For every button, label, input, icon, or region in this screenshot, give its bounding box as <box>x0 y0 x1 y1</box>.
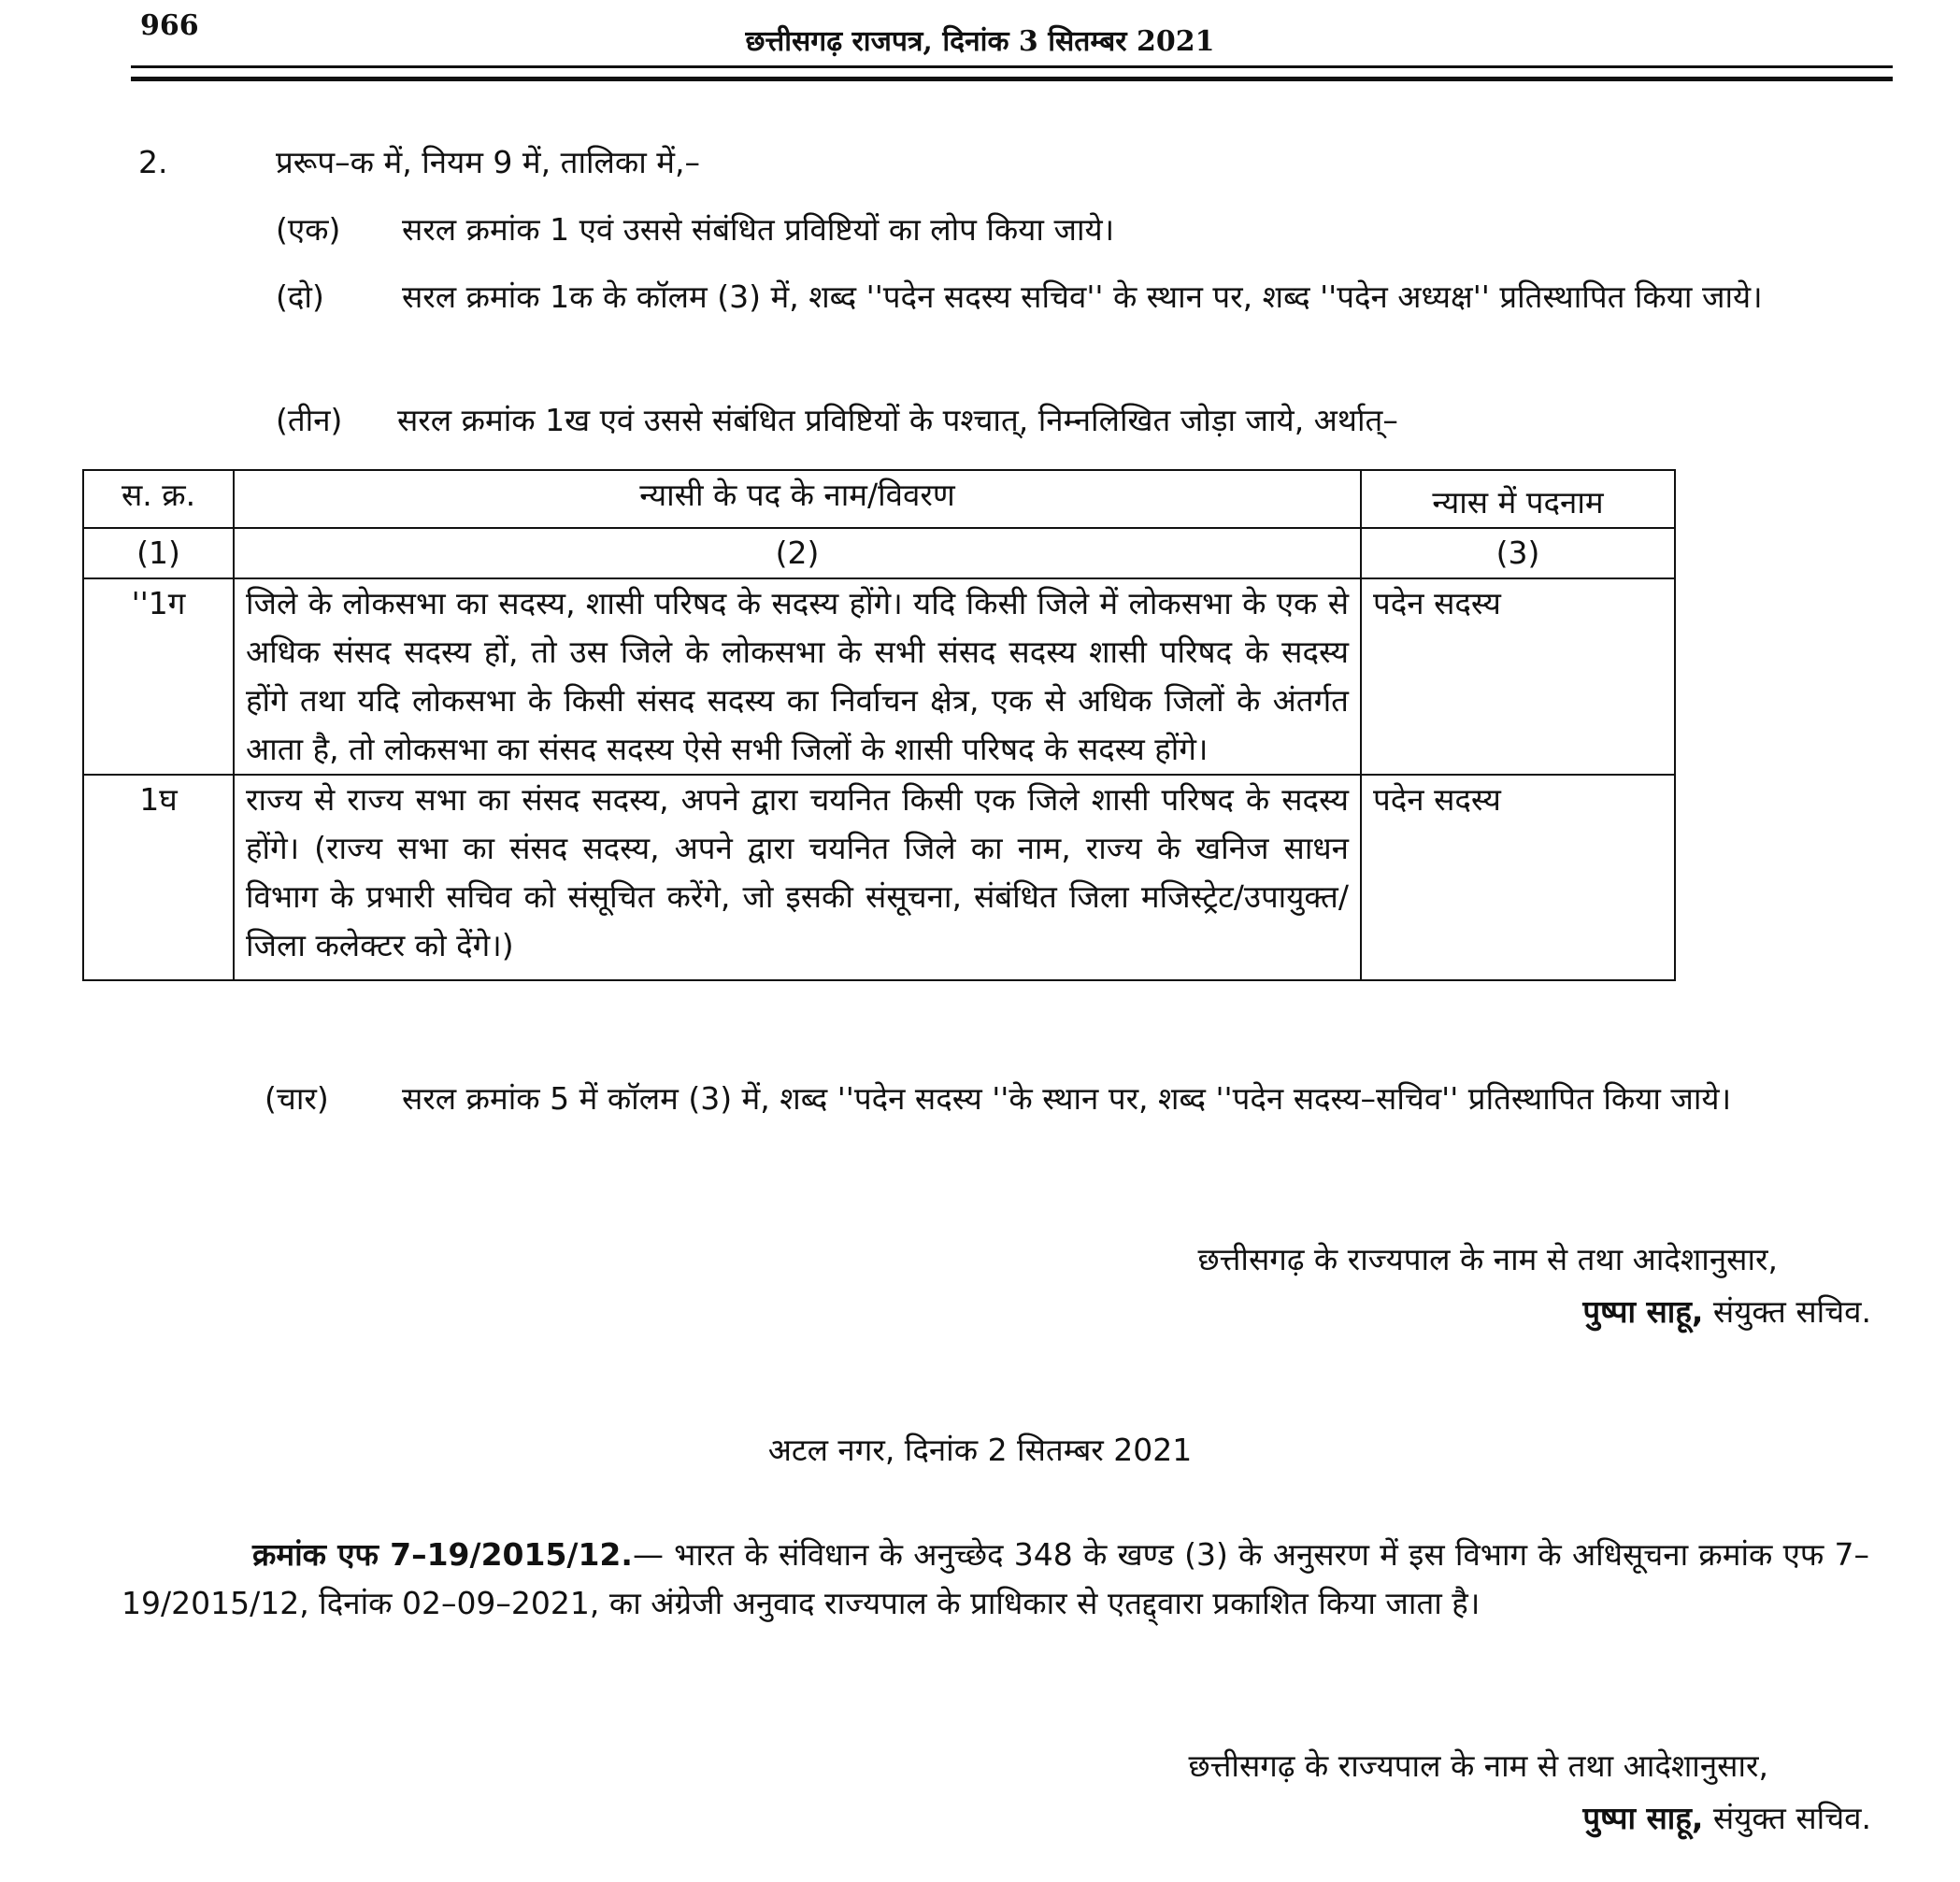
signature-block <box>1188 1740 1871 1845</box>
table-colnum-row <box>83 528 1675 578</box>
colnum-3: (3) <box>1361 528 1675 578</box>
item-label: (चार) <box>265 1080 329 1117</box>
item-label: (दो) <box>276 278 324 315</box>
colnum-2: (2) <box>234 528 1361 578</box>
table-header-row <box>83 470 1675 528</box>
item-label: (तीन) <box>276 402 343 438</box>
row-description: राज्य से राज्य सभा का संसद सदस्य, अपने द्वारा चयनित किसी एक जिले शासी परिषद के सदस्य होंगे। (राज्य सभा का संसद सदस्य, अपने द्वारा चयनित जिले का नाम, राज्य के खनिज साधन विभाग के प्रभारी सचिव को संसूचित करेंगे, जो इसकी संसूचना, संबंधित जिला मजिस्ट्रेट/उपायुक्त/जिला कलेक्टर को देंगे।) <box>234 775 1361 980</box>
header-sno: स. क्र. <box>83 470 234 528</box>
section-number: 2. <box>138 144 168 180</box>
colnum-1: (1) <box>83 528 234 578</box>
notice-paragraph <box>122 1531 1869 1628</box>
row-description: जिले के लोकसभा का सदस्य, शासी परिषद के सदस्य होंगे। यदि किसी जिले में लोकसभा के एक से अधिक संसद सदस्य हों, तो उस जिले के लोकसभा के सभी संसद सदस्य शासी परिषद के सदस्य होंगे तथा यदि लोकसभा के किसी संसद सदस्य का निर्वाचन क्षेत्र, एक से अधिक जिलों के अंतर्गत आता है, तो लोकसभा का संसद सदस्य ऐसे सभी जिलों के शासी परिषद के सदस्य होंगे। <box>234 578 1361 775</box>
item-text: सरल क्रमांक 1ख एवं उससे संबंधित प्रविष्टियों के पश्चात्, निम्नलिखित जोड़ा जाये, अर्थात्– <box>397 402 1398 438</box>
signature-line <box>1188 1792 1871 1845</box>
row-designation: पदेन सदस्य <box>1361 775 1675 980</box>
signatory-designation: संयुक्त सचिव. <box>1712 1293 1871 1330</box>
table-row <box>83 578 1675 775</box>
item-label: (एक) <box>276 211 341 248</box>
header-designation: न्यास में पदनाम <box>1361 470 1675 528</box>
signatory-designation: संयुक्त सचिव. <box>1712 1800 1871 1836</box>
signature-authority-line: छत्तीसगढ़ के राज्यपाल के नाम से तथा आदेशानुसार, <box>1188 1747 1768 1784</box>
page-number: 966 <box>140 9 199 42</box>
item-text: सरल क्रमांक 1 एवं उससे संबंधित प्रविष्टियों का लोप किया जाये। <box>402 211 1115 248</box>
section-heading: प्ररूप–क में, नियम 9 में, तालिका में,– <box>276 144 701 180</box>
item-text: सरल क्रमांक 5 में कॉलम (3) में, शब्द ''पदेन सदस्य ''के स्थान पर, शब्द ''पदेन सदस्य–सचिव'' प्रतिस्थापित किया जाये। <box>402 1080 1732 1117</box>
row-sno: 1घ <box>83 775 234 980</box>
signature-line <box>1197 1286 1871 1338</box>
trustee-table <box>82 469 1676 981</box>
item-text: सरल क्रमांक 1क के कॉलम (3) में, शब्द ''पदेन सदस्य सचिव'' के स्थान पर, शब्द ''पदेन अध्यक्ष'' प्रतिस्थापित किया जाये। <box>402 278 1763 315</box>
signatory-name: पुष्पा साहू, <box>1582 1293 1704 1330</box>
table-row <box>83 775 1675 980</box>
header-description: न्यासी के पद के नाम/विवरण <box>234 470 1361 528</box>
signature-block <box>1197 1233 1871 1338</box>
notice-body: — भारत के संविधान के अनुच्छेद 348 के खण्ड (3) के अनुसरण में इस विभाग के अधिसूचना क्रमांक एफ 7–19/2015/12, दिनांक 02–09–2021, का अंग्रेजी अनुवाद राज्यपाल के प्राधिकार से एतद्द्वारा प्रकाशित किया जाता है। <box>122 1536 1869 1621</box>
signatory-name: पुष्पा साहू, <box>1582 1800 1704 1836</box>
row-designation: पदेन सदस्य <box>1361 578 1675 775</box>
gazette-title: छत्तीसगढ़ राजपत्र, दिनांक 3 सितम्बर 2021 <box>745 25 1215 58</box>
notice-date-line: अटल नगर, दिनांक 2 सितम्बर 2021 <box>767 1432 1193 1468</box>
row-sno: ''1ग <box>83 578 234 775</box>
header-rule-thick <box>131 77 1893 81</box>
notice-reference: क्रमांक एफ 7–19/2015/12. <box>252 1536 633 1573</box>
signature-authority-line: छत्तीसगढ़ के राज्यपाल के नाम से तथा आदेशानुसार, <box>1197 1241 1778 1277</box>
header-rule-thin <box>131 65 1893 68</box>
